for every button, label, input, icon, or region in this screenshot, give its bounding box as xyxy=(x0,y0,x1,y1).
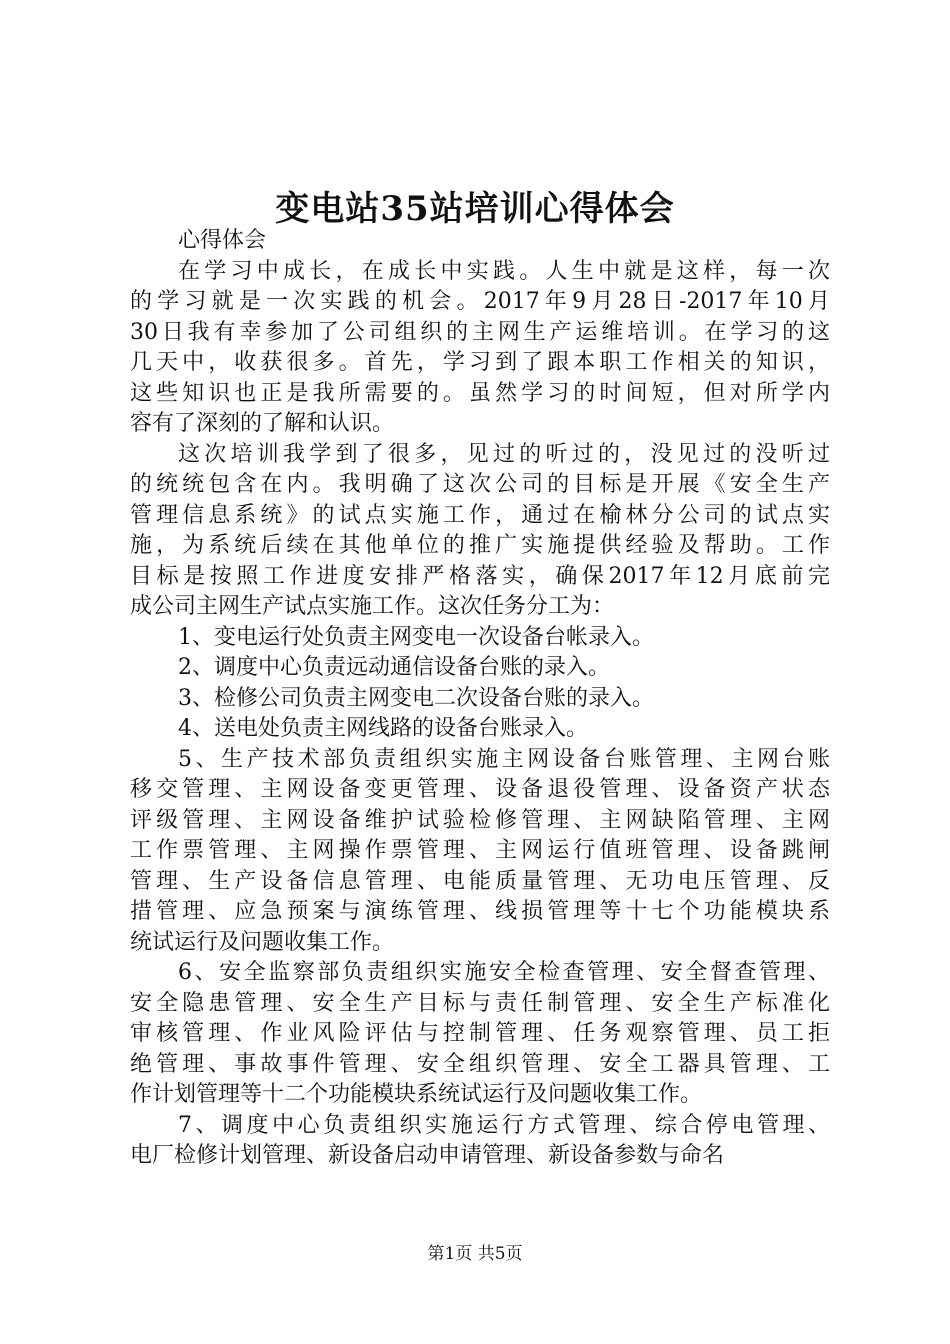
paragraph xyxy=(130,714,830,745)
paragraph-line: 目标是按照工作进度安排严格落实，确保2017年12月底前完 xyxy=(130,563,830,589)
document-body xyxy=(130,226,830,1172)
paragraph-line: 施，为系统后续在其他单位的推广实施提供经验及帮助。工作 xyxy=(130,533,830,558)
paragraph-line: 30日我有幸参加了公司组织的主网生产运维培训。在学习的这 xyxy=(130,319,830,345)
paragraph-line: 4、送电处负责主网线路的设备台账录入。 xyxy=(178,716,588,741)
paragraph-line: 统试运行及问题收集工作。 xyxy=(130,929,395,955)
paragraph xyxy=(130,958,830,1111)
paragraph-line: 这些知识也正是我所需要的。虽然学习的时间短，但对所学内 xyxy=(130,380,830,406)
paragraph-line: 移交管理、主网设备变更管理、设备退役管理、设备资产状态 xyxy=(130,777,830,802)
paragraph-line: 3、检修公司负责主网变电二次设备台账的录入。 xyxy=(178,685,654,711)
paragraph xyxy=(130,745,830,959)
paragraph-line: 措管理、应急预案与演练管理、线损管理等十七个功能模块系 xyxy=(130,899,830,924)
paragraph-line: 2、调度中心负责远动通信设备台账的录入。 xyxy=(178,655,610,680)
paragraph xyxy=(130,1111,830,1172)
paragraph-line: 评级管理、主网设备维护试验检修管理、主网缺陷管理、主网 xyxy=(130,807,830,833)
paragraph-line: 容有了深刻的了解和认识。 xyxy=(130,411,395,436)
paragraph xyxy=(130,684,830,715)
paragraph xyxy=(130,653,830,684)
paragraph-line: 审核管理、作业风险评估与控制管理、任务观察管理、员工拒 xyxy=(130,1021,830,1046)
paragraph-line: 管理、生产设备信息管理、电能质量管理、无功电压管理、反 xyxy=(130,868,830,894)
paragraph-line: 作计划管理等十二个功能模块系统试运行及问题收集工作。 xyxy=(130,1082,703,1107)
document-subtitle: 心得体会 xyxy=(178,228,267,253)
paragraph-line: 这次培训我学到了很多，见过的听过的，没见过的没听过 xyxy=(178,441,830,467)
paragraph-line: 在学习中成长，在成长中实践。人生中就是这样，每一次 xyxy=(178,258,830,284)
paragraph-line: 成公司主网生产试点实施工作。这次任务分工为： xyxy=(130,594,615,619)
paragraph-line: 5、生产技术部负责组织实施主网设备台账管理、主网台账 xyxy=(178,746,830,772)
paragraph-line: 工作票管理、主网操作票管理、主网运行值班管理、设备跳闸 xyxy=(130,838,830,863)
paragraph xyxy=(130,623,830,654)
paragraph xyxy=(130,440,830,623)
paragraph-line: 7、调度中心负责组织实施运行方式管理、综合停电管理、 xyxy=(178,1112,830,1138)
paragraph-line: 1、变电运行处负责主网变电一次设备台帐录入。 xyxy=(178,624,654,650)
paragraph-line: 的学习就是一次实践的机会。2017年9月28日-2017年10月 xyxy=(130,289,830,314)
paragraph-line: 安全隐患管理、安全生产目标与责任制管理、安全生产标准化 xyxy=(130,990,830,1016)
paragraph-line: 6、安全监察部负责组织实施安全检查管理、安全督查管理、 xyxy=(178,960,830,985)
page-footer: 第1页 共5页 xyxy=(427,1244,523,1264)
paragraph xyxy=(130,257,830,440)
paragraph-line: 管理信息系统》的试点实施工作，通过在榆林分公司的试点实 xyxy=(130,502,830,528)
paragraph-line: 绝管理、事故事件管理、安全组织管理、安全工器具管理、工 xyxy=(130,1051,830,1077)
paragraph-line: 电厂检修计划管理、新设备启动申请管理、新设备参数与命名 xyxy=(130,1143,725,1168)
paragraph-line: 的统统包含在内。我明确了这次公司的目标是开展《安全生产 xyxy=(130,472,830,497)
paragraph-line: 几天中，收获很多。首先，学习到了跟本职工作相关的知识， xyxy=(130,350,830,375)
page-title: 变电站35站培训心得体会 xyxy=(275,189,675,229)
